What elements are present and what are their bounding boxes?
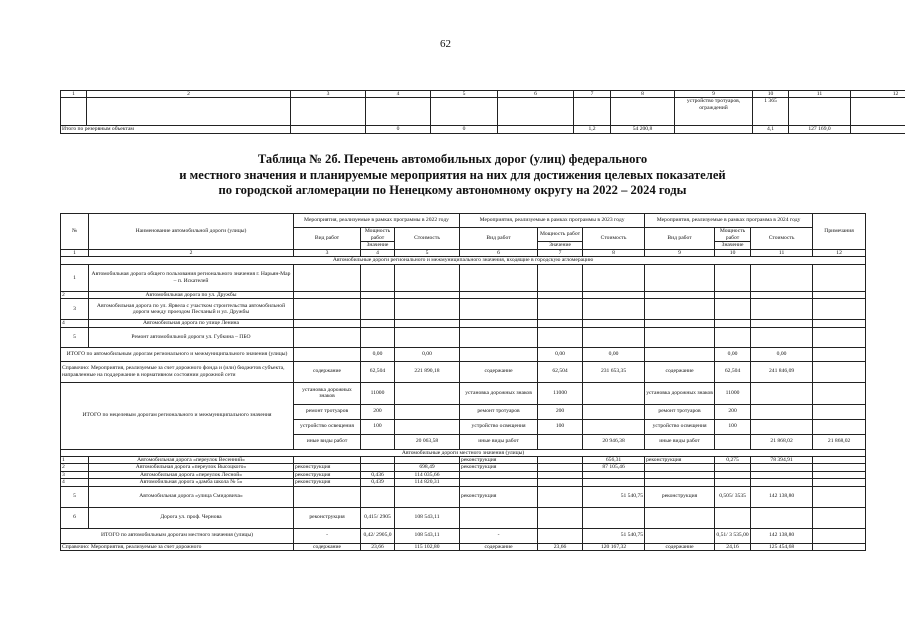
roads-table [60, 213, 866, 551]
non-target-row: устройство освещения 100 устройство освещения 100 устройство освещения 100 [61, 419, 866, 434]
table-row: 3 Автомобильная дорога по ул. Ярвела с участком строительства автомобильной дороги между проездом Песчаный и ул. Дружбы [61, 299, 866, 320]
table-row: устройство тротуаров, ограждений 1 365 [61, 98, 905, 126]
table-row: 5 Автомобильная дорога «улица Смидовича» реконструкция 51 540,75 реконструкция 0,505/ 3535 142 138,80 [61, 486, 866, 507]
total-regional-row: ИТОГО по автомобильным дорогам регионального и межмуниципального значения (улицы) 0,00 0,00 0,00 0,00 0,00 0,00 [61, 347, 866, 361]
header-row: Значение Значение Значение [61, 242, 866, 250]
non-target-row: ремонт тротуаров 200 ремонт тротуаров 200 ремонт тротуаров 200 [61, 404, 866, 419]
header-row: Вид работ Мощность работ Стоимость Вид работ Мощность работ Стоимость Вид работ Мощность работ Стоимость [61, 228, 866, 242]
reference-row: Справочно: Мероприятия, реализуемые за счет дорожного содержание 23,66 115 102,80 содержание 23,66 120 167,32 содержание 24,16 125 454,68 [61, 543, 866, 550]
title-line: по городской агломерации по Ненецкому автономному округу на 2022 – 2024 годы [218, 183, 687, 197]
reserve-total-row: Итого по резервным объектам 0 0 1,2 54 200,8 4,1 127 169,0 [61, 126, 905, 133]
non-target-row: иные виды работ 20 063,58 иные виды работ 20 946,38 иные виды работ 21 868,02 21 868,02 [61, 434, 866, 449]
header-number-row: 1 2 3 4 5 6 7 8 9 10 11 12 [61, 250, 866, 257]
table-title [100, 152, 805, 199]
reference-row: Справочно: Мероприятия, реализуемые за счет дорожного фонда и (или) бюджетов субъекта, направленные на поддержание в нормативном состоянии дорожной сети содержание 62,504 221 890,18 содержание 62,504 231 653,35 содержание 62,504 241 846,09 [61, 361, 866, 382]
table-row: 4 Автомобильная дорога по улице Ленина [61, 320, 866, 327]
header-row: № Наименование автомобильной дороги (улицы) Мероприятия, реализуемые в рамках программы в 2022 году Мероприятия, реализуемые в рамках программы в 2023 году Мероприятия, реализуемые в рамках программа в 2024 году Примечания [61, 214, 866, 228]
reserve-objects-table [60, 90, 905, 134]
table-row: 4 Автомобильная дорога «дамба школа № 5» реконструкция 0,439 114 820,31 [61, 479, 866, 486]
non-target-row: ИТОГО по нецелевым дорогам регионального и межмуниципального значения установка дорожных знаков 11000 установка дорожных знаков 11000 установка дорожных знаков 11000 [61, 382, 866, 404]
section-row: Автомобильные дороги регионального и межмуниципального значения, входящие в городскую агломерацию [61, 257, 866, 264]
table-row: 5 Ремонт автомобильной дороги ул. Губкина – ПБО [61, 327, 866, 347]
table-row: 3 Автомобильная дорога «переулок Лесной» реконструкция 0,436 114 035,66 [61, 471, 866, 478]
title-line: Таблица № 2б. Перечень автомобильных дорог (улиц) федерального [257, 152, 648, 166]
page-number: 62 [440, 38, 451, 50]
table-row: 1 Автомобильная дорога «переулок Весенний» реконструкция 656,31 реконструкция 0,275 78 394,91 [61, 457, 866, 464]
table-row: 2 Автомобильная дорога по ул. Дружбы [61, 291, 866, 298]
table-row: 1 Автомобильная дорога общего пользования регионального значения г. Нарьян-Мар – п. Искателей [61, 264, 866, 291]
table-row: 6 Дорога ул. проф. Чернова реконструкция 0,415/ 2905 108 543,11 [61, 507, 866, 528]
header-number-row: 1 2 3 4 5 6 7 8 9 10 11 12 [61, 91, 905, 98]
section-row: Автомобильные дороги местного значения (улицы) [61, 449, 866, 456]
total-local-row: ИТОГО по автомобильным дорогам местного значения (улицы) - 0,42/ 2905,0 108 543,11 - 51 540,75 0,51/ 3 535,00 142 138,80 [61, 528, 866, 543]
title-line: и местного значения и планируемые мероприятия на них для достижения целевых показателей [179, 167, 726, 182]
table-row: 2 Автомобильная дорога «переулок Высоцкого» реконструкция 698,49 реконструкция 87 105,46 [61, 464, 866, 471]
